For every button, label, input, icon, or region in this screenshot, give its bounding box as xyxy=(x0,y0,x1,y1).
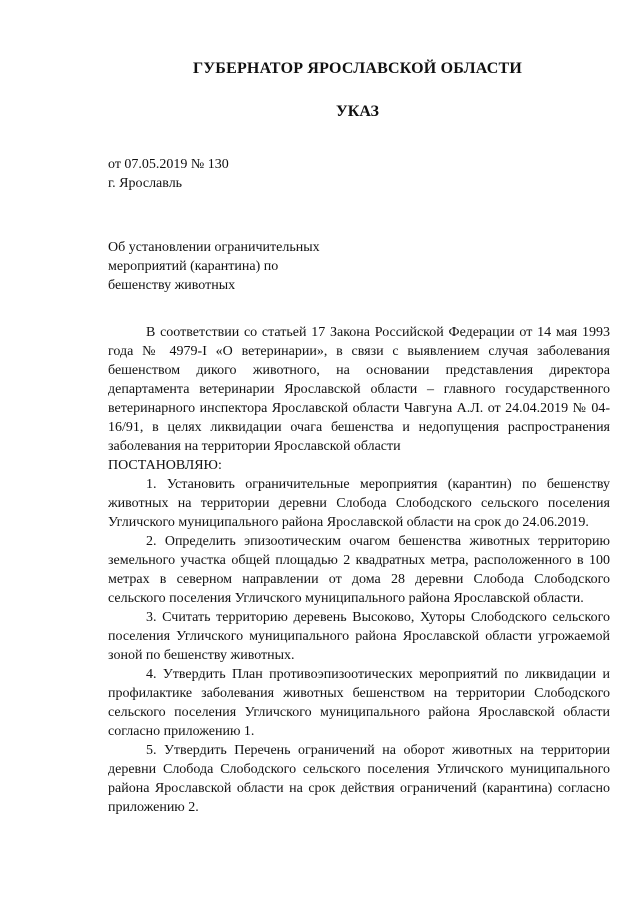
list-item: 2. Определить эпизоотическим очагом бешенства животных территорию земельного участка общей площадью 2 квадратных метра, расположенного в 100 метрах в северном направлении от дома 28 деревни Слобода Слободского сельского поселения Угличского муниципального района Ярославской области. xyxy=(108,534,610,606)
document-body xyxy=(108,323,610,817)
document-type-heading: УКАЗ xyxy=(336,103,379,120)
date-number: от 07.05.2019 № 130 xyxy=(108,157,229,172)
preamble-paragraph: В соответствии со статьей 17 Закона Российской Федерации от 14 мая 1993 года № 4979-I «О ветеринарии», в связи с выявлением случая заболевания бешенством дикого животного, на основании представления директора департамента ветеринарии Ярославской области – главного государственного ветеринарного инспектора Ярославской области Чавгуна А.Л. от 24.04.2019 № 04-16/91, в целях ликвидации очага бешенства и недопущения распространения заболевания на территории Ярославской области xyxy=(108,325,610,454)
document-subject xyxy=(108,238,368,295)
resolve-heading: ПОСТАНОВЛЯЮ: xyxy=(108,458,222,473)
city: г. Ярославль xyxy=(108,176,183,191)
list-item: 5. Утвердить Перечень ограничений на оборот животных на территории деревни Слобода Слободского сельского поселения Угличского муниципального района Ярославской области на срок действия ограничений (карантина) согласно приложению 2. xyxy=(108,743,610,815)
subject-line: Об установлении ограничительных xyxy=(108,240,320,255)
subject-line: мероприятий (карантина) по xyxy=(108,259,279,274)
list-item: 4. Утвердить План противоэпизоотических мероприятий по ликвидации и профилактике заболевания животных бешенством на территории Слободского сельского поселения Угличского муниципального района Ярославской области согласно приложению 1. xyxy=(108,667,610,739)
list-item: 3. Считать территорию деревень Высоково, Хуторы Слободского сельского поселения Угличского муниципального района Ярославской области угрожаемой зоной по бешенству животных. xyxy=(108,610,610,663)
subject-line: бешенству животных xyxy=(108,278,236,293)
document-meta xyxy=(108,155,229,193)
list-item: 1. Установить ограничительные мероприятия (карантин) по бешенству животных на территории деревни Слобода Слободского сельского поселения Угличского муниципального района Ярославской области на срок до 24.06.2019. xyxy=(108,477,610,530)
issuer-heading: ГУБЕРНАТОР ЯРОСЛАВСКОЙ ОБЛАСТИ xyxy=(192,60,523,77)
